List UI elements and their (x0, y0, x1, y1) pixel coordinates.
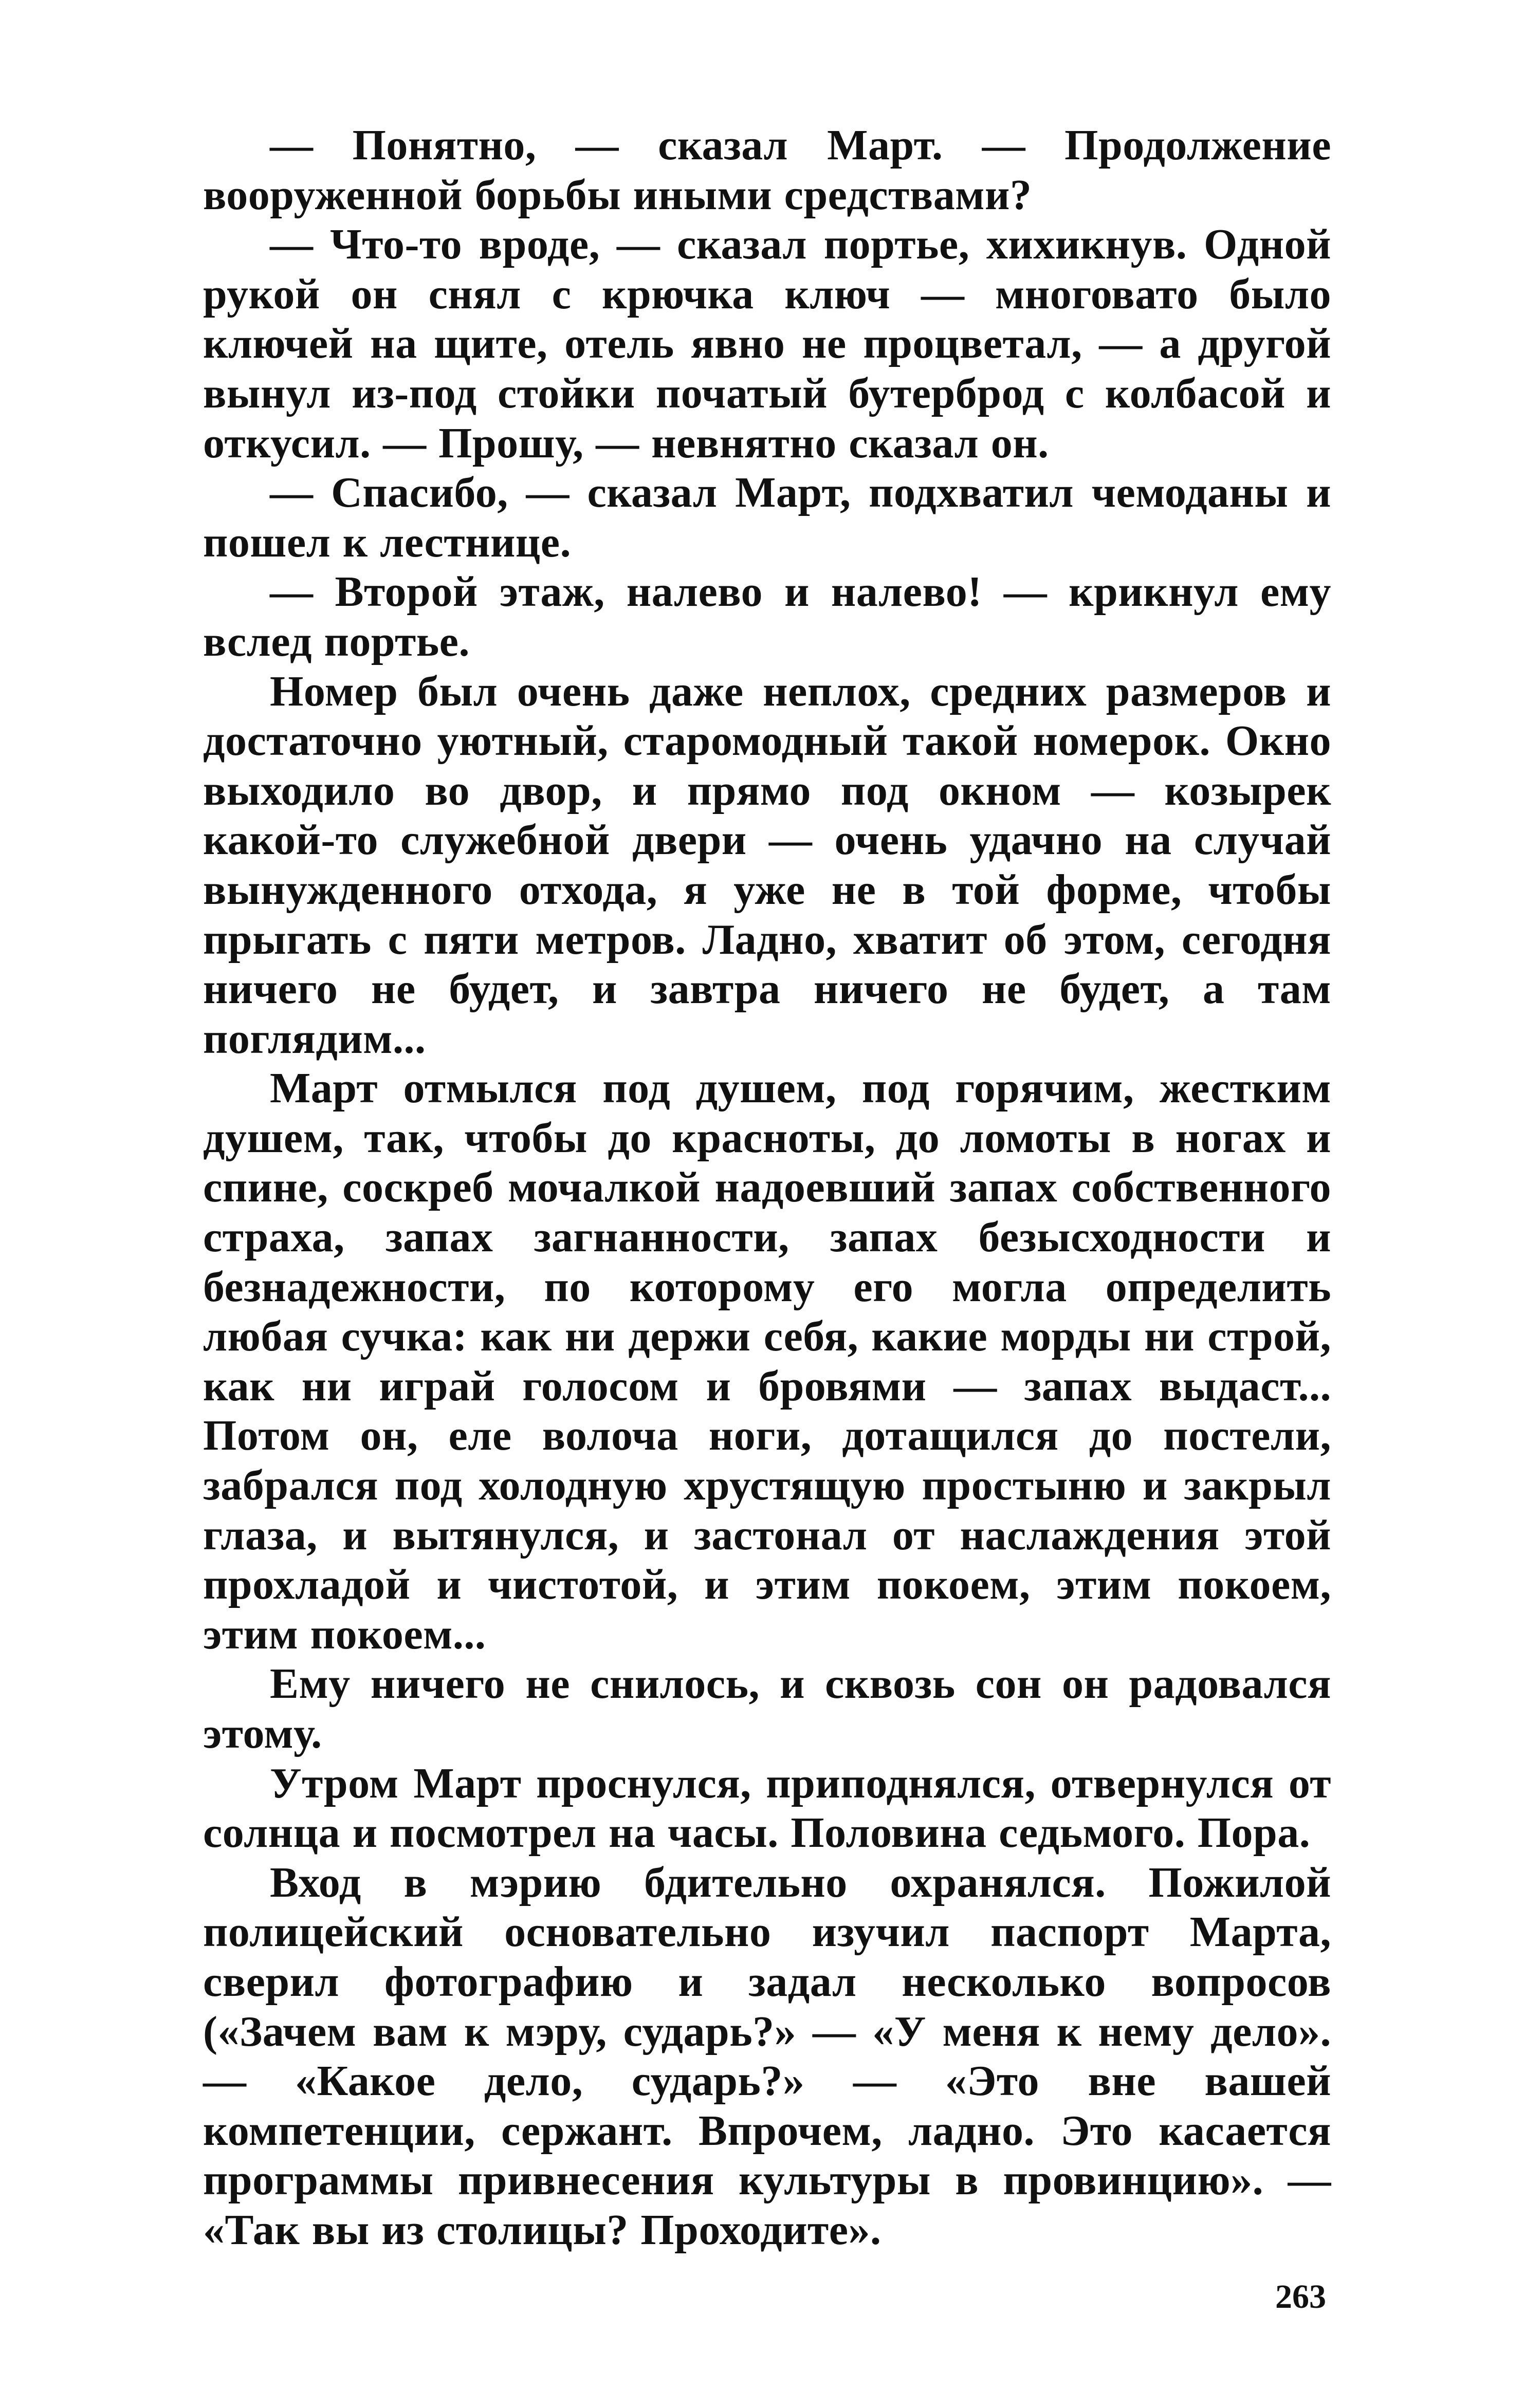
paragraph: Номер был очень даже неплох, средних размеров и достаточно уютный, старомодный такой номерок. Окно выходило во двор, и прямо под окном — козырек какой-то служебной двери — очень удачно на случай вынужденного отхода, я уже не в той форме, чтобы прыгать с пяти метров. Ладно, хватит об этом, сегодня ничего не будет, и завтра ничего не будет, а там поглядим... (203, 667, 1331, 1063)
paragraph: — Что-то вроде, — сказал портье, хихикнув. Одной рукой он снял с крючка ключ — многовато было ключей на щите, отель явно не процветал, — а другой вынул из-под стойки початый бутерброд с колбасой и откусил. — Прошу, — невнятно сказал он. (203, 220, 1331, 467)
body-text (203, 121, 1331, 2255)
page-number: 263 (1275, 2278, 1326, 2316)
paragraph: Утром Март проснулся, приподнялся, отвернулся от солнца и посмотрел на часы. Половина седьмого. Пора. (203, 1759, 1331, 1857)
paragraph: Март отмылся под душем, под горячим, жестким душем, так, чтобы до красноты, до ломоты в ногах и спине, соскреб мочалкой надоевший запах собственного страха, запах загнанности, запах безысходности и безнадежности, по которому его могла определить любая сучка: как ни держи себя, какие морды ни строй, как ни играй голосом и бровями — запах выдаст... Потом он, еле волоча ноги, дотащился до постели, забрался под холодную хрустящую простыню и закрыл глаза, и вытянулся, и застонал от наслаждения этой прохладой и чистотой, и этим покоем, этим покоем, этим покоем... (203, 1064, 1331, 1658)
paragraph: Ему ничего не снилось, и сквозь сон он радовался этому. (203, 1660, 1331, 1757)
paragraph: — Понятно, — сказал Март. — Продолжение вооруженной борьбы иными средствами? (203, 121, 1331, 219)
paragraph: Вход в мэрию бдительно охранялся. Пожилой полицейский основательно изучил паспорт Марта, сверил фотографию и задал несколько вопросов («Зачем вам к мэру, сударь?» — «У меня к нему дело». — «Какое дело, сударь?» — «Это вне вашей компетенции, сержант. Впрочем, ладно. Это касается программы привнесения культуры в провинцию». — «Так вы из столицы? Проходите». (203, 1858, 1331, 2254)
paragraph: — Второй этаж, налево и налево! — крикнул ему вслед портье. (203, 568, 1331, 665)
paragraph: — Спасибо, — сказал Март, подхватил чемоданы и пошел к лестнице. (203, 469, 1331, 566)
